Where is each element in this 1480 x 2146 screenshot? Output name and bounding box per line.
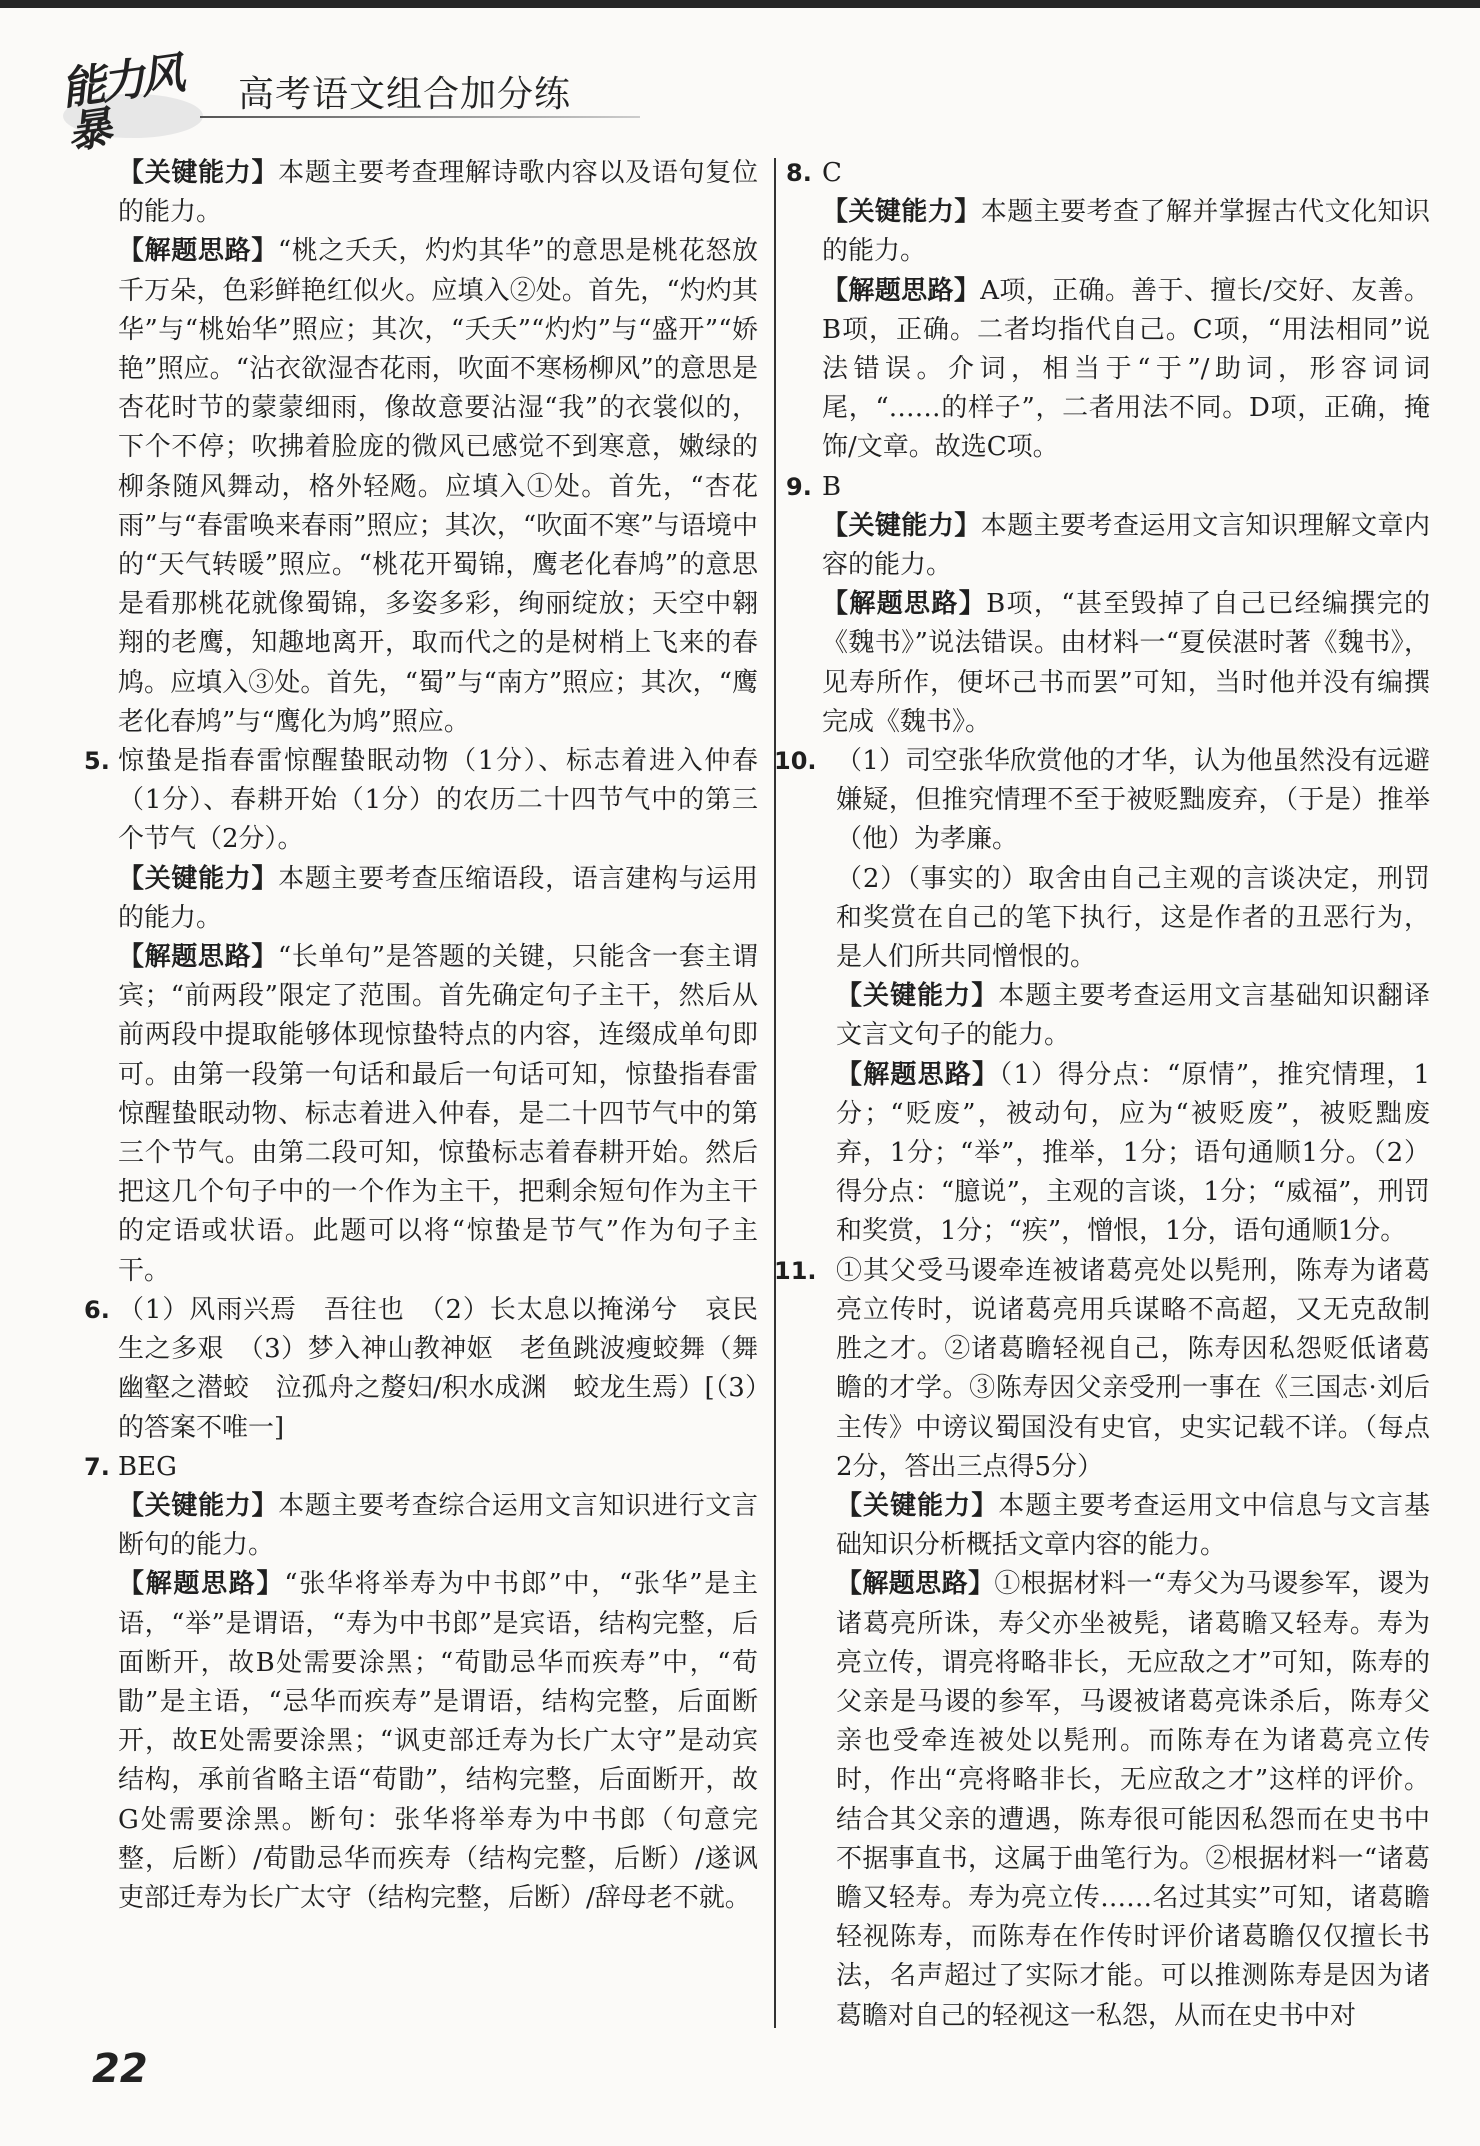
solution-paragraph: [118, 938, 758, 1291]
key-ability-paragraph: [118, 860, 758, 938]
key-ability-paragraph: [118, 154, 758, 232]
key-ability-tag: 【关键能力】: [822, 197, 981, 228]
key-ability-text: 本题主要考查压缩语段，语言建构与运用的能力。: [118, 863, 758, 933]
key-ability-text: 本题主要考查运用文言基础知识翻译文言文句子的能力。: [836, 981, 1430, 1051]
answer-text: C: [822, 158, 842, 188]
solution-paragraph: [822, 585, 1430, 742]
question-number: 10.: [774, 747, 817, 776]
solution-tag: 【解题思路】: [822, 589, 987, 620]
question-4-continued: [118, 154, 758, 742]
question-10: [774, 742, 1430, 1252]
column-divider: [774, 158, 776, 2028]
question-number: 5.: [84, 747, 110, 776]
key-ability-tag: 【关键能力】: [822, 510, 981, 541]
key-ability-tag: 【关键能力】: [836, 981, 999, 1012]
solution-tag: 【解题思路】: [822, 275, 981, 306]
answer-text: ①其父受马谡牵连被诸葛亮处以髡刑，陈寿为诸葛亮立传时，说诸葛亮用兵谋略不高超，又无克敌制胜之才。②诸葛瞻轻视自己，陈寿因私怨贬低诸葛瞻的才学。③陈寿因父亲受刑一事在《三国志·刘后主传》中谤议蜀国没有史官，史实记载不详。（每点2分，答出三点得5分）: [836, 1255, 1430, 1482]
answer-text: 惊蛰是指春雷惊醒蛰眠动物（1分）、标志着进入仲春（1分）、春耕开始（1分）的农历二十四节气中的第三个节气（2分）。: [118, 746, 758, 855]
solution-text: ①根据材料一“寿父为马谡参军，谡为诸葛亮所诛，寿父亦坐被髡，诸葛瞻又轻寿。寿为亮立传，谓亮将略非长，无应敌之才”可知，陈寿的父亲是马谡的参军，马谡被诸葛亮诛杀后，陈寿父亲也受牵连被处以髡刑。而陈寿在为诸葛亮立传时，作出“亮将略非长，无应敌之才”这样的评价。结合其父亲的遭遇，陈寿很可能因私怨而在史书中不据事直书，这属于曲笔行为。②根据材料一“诸葛瞻又轻寿。寿为亮立传……名过其实”可知，诸葛瞻轻视陈寿，而陈寿在作传时评价诸葛瞻仅仅擅长书法，名声超过了实际才能。可以推测陈寿是因为诸葛瞻对自己的轻视这一私怨，从而在史书中对: [836, 1569, 1430, 2031]
header-title: 高考语文组合加分练: [238, 74, 572, 115]
solution-text: （1）得分点：“原情”，推究情理，1分；“贬废”，被动句，应为“被贬废”，被贬黜废弃，1分；“举”，推举，1分；语句通顺1分。（2）得分点：“臆说”，主观的言谈，1分；“威福”，刑罚和奖赏，1分；“疾”，憎恨，1分，语句通顺1分。: [836, 1059, 1430, 1247]
header-underline: [200, 116, 640, 118]
key-ability-text: 本题主要考查运用文中信息与文言基础知识分析概括文章内容的能力。: [836, 1490, 1430, 1561]
solution-paragraph: [118, 232, 758, 742]
solution-tag: 【解题思路】: [836, 1569, 995, 1600]
solution-paragraph: [118, 1565, 758, 1918]
answer-part-1: （1）司空张华欣赏他的才华，认为他虽然没有远避嫌疑，但推究情理不至于被贬黜废弃，（于是）推举（他）为孝廉。: [836, 746, 1430, 855]
question-number: 9.: [786, 472, 812, 501]
question-11: [774, 1252, 1430, 2036]
key-ability-text: 本题主要考查了解并掌握古代文化知识的能力。: [822, 197, 1430, 267]
question-8: [786, 154, 1430, 468]
question-5: [84, 742, 758, 1291]
key-ability-tag: 【关键能力】: [118, 1490, 279, 1521]
answer-text: B: [822, 471, 842, 502]
question-number: 8.: [786, 159, 812, 187]
question-6: [84, 1291, 758, 1448]
key-ability-text: 本题主要考查综合运用文言知识进行文言断句的能力。: [118, 1490, 758, 1561]
solution-tag: 【解题思路】: [118, 942, 278, 973]
question-number: 11.: [774, 1256, 817, 1285]
answer-text: （1）风雨兴焉 吾往也 （2）长太息以掩涕兮 哀民生之多艰 （3）梦入神山教神妪 老鱼跳波瘦蛟舞（舞幽壑之潜蛟 泣孤舟之嫠妇/积水成渊 蛟龙生焉）[（3）的答案不唯一]: [118, 1294, 758, 1443]
key-ability-text: 本题主要考查运用文言知识理解文章内容的能力。: [822, 510, 1430, 581]
answer-part-2: （2）（事实的）取舍由自己主观的言谈决定，刑罚和奖赏在自己的笔下执行，这是作者的丑恶行为，是人们所共同憎恨的。: [836, 863, 1430, 973]
key-ability-paragraph: [822, 507, 1430, 585]
solution-paragraph: [836, 1056, 1430, 1252]
key-ability-paragraph: [836, 1487, 1430, 1565]
answer-text: BEG: [118, 1451, 177, 1482]
solution-tag: 【解题思路】: [118, 236, 278, 267]
solution-text: “张华将举寿为中书郎”中，“张华”是主语，“举”是谓语，“寿为中书郎”是宾语，结构完整，后面断开，故B处需要涂黑；“荀勖忌华而疾寿”中，“荀勖”是主语，“忌华而疾寿”是谓语，结构完整，后面断开，故E处需要涂黑；“讽吏部迁寿为长广太守”是动宾结构，承前省略主语“荀勖”，结构完整，后面断开，故G处需要涂黑。断句：张华将举寿为中书郎（句意完整，后断）/荀勖忌华而疾寿（结构完整，后断）/遂讽吏部迁寿为长广太守（结构完整，后断）/辞母老不就。: [118, 1569, 758, 1913]
key-ability-tag: 【关键能力】: [836, 1490, 999, 1521]
page-number: 22: [92, 2046, 148, 2092]
left-column: [84, 154, 758, 1918]
solution-text: “长单句”是答题的关键，只能含一套主谓宾；“前两段”限定了范围。首先确定句子主干，然后从前两段中提取能够体现惊蛰特点的内容，连缀成单句即可。由第一段第一句话和最后一句话可知，惊蛰指春雷惊醒蛰眠动物、标志着进入仲春，是二十四节气中的第三个节气。由第二段可知，惊蛰标志着春耕开始。然后把这几个句子中的一个作为主干，把剩余短句作为主干的定语或状语。此题可以将“惊蛰是节气”作为句子主干。: [118, 942, 758, 1286]
solution-text: “桃之夭夭，灼灼其华”的意思是桃花怒放千万朵，色彩鲜艳红似火。应填入②处。首先，“灼灼其华”与“桃始华”照应；其次，“夭夭”“灼灼”与“盛开”“娇艳”照应。“沾衣欲湿杏花雨，吹面不寒杨柳风”的意思是杏花时节的蒙蒙细雨，像故意要沾湿“我”的衣裳似的，下个不停；吹拂着脸庞的微风已感觉不到寒意，嫩绿的柳条随风舞动，格外轻飏。应填入①处。首先，“杏花雨”与“春雷唤来春雨”照应；其次，“吹面不寒”与语境中的“天气转暖”照应。“桃花开蜀锦，鹰老化春鸠”的意思是看那桃花就像蜀锦，多姿多彩，绚丽绽放；天空中翱翔的老鹰，知趣地离开，取而代之的是树梢上飞来的春鸠。应填入③处。首先，“蜀”与“南方”照应；其次，“鹰老化春鸠”与“鹰化为鸠”照应。: [118, 236, 758, 737]
key-ability-tag: 【关键能力】: [118, 158, 279, 188]
key-ability-text: 本题主要考查理解诗歌内容以及语句复位的能力。: [118, 158, 758, 228]
key-ability-paragraph: [822, 193, 1430, 271]
question-number: 7.: [84, 1452, 110, 1481]
question-7: [84, 1448, 758, 1918]
question-number: 6.: [84, 1295, 110, 1324]
solution-text: A项，正确。善于、擅长/交好、友善。B项，正确。二者均指代自己。C项，“用法相同”说法错误。介词，相当于“于”/助词，形容词词尾，“……的样子”，二者用法不同。D项，正确，掩饰/文章。故选C项。: [822, 275, 1430, 463]
solution-text: B项，“甚至毁掉了自己已经编撰完的《魏书》”说法错误。由材料一“夏侯湛时著《魏书》，见寿所作，便坏己书而罢”可知，当时他并没有编撰完成《魏书》。: [822, 589, 1430, 737]
question-9: [786, 468, 1430, 742]
solution-paragraph: [836, 1565, 1430, 2035]
solution-tag: 【解题思路】: [118, 1569, 285, 1600]
right-column: [774, 154, 1430, 2036]
key-ability-paragraph: [118, 1487, 758, 1565]
logo-text: 能力风暴: [58, 48, 184, 159]
key-ability-tag: 【关键能力】: [118, 863, 279, 894]
top-rule: [0, 0, 1480, 8]
solution-tag: 【解题思路】: [836, 1059, 1000, 1090]
solution-paragraph: [822, 272, 1430, 468]
key-ability-paragraph: [836, 977, 1430, 1055]
